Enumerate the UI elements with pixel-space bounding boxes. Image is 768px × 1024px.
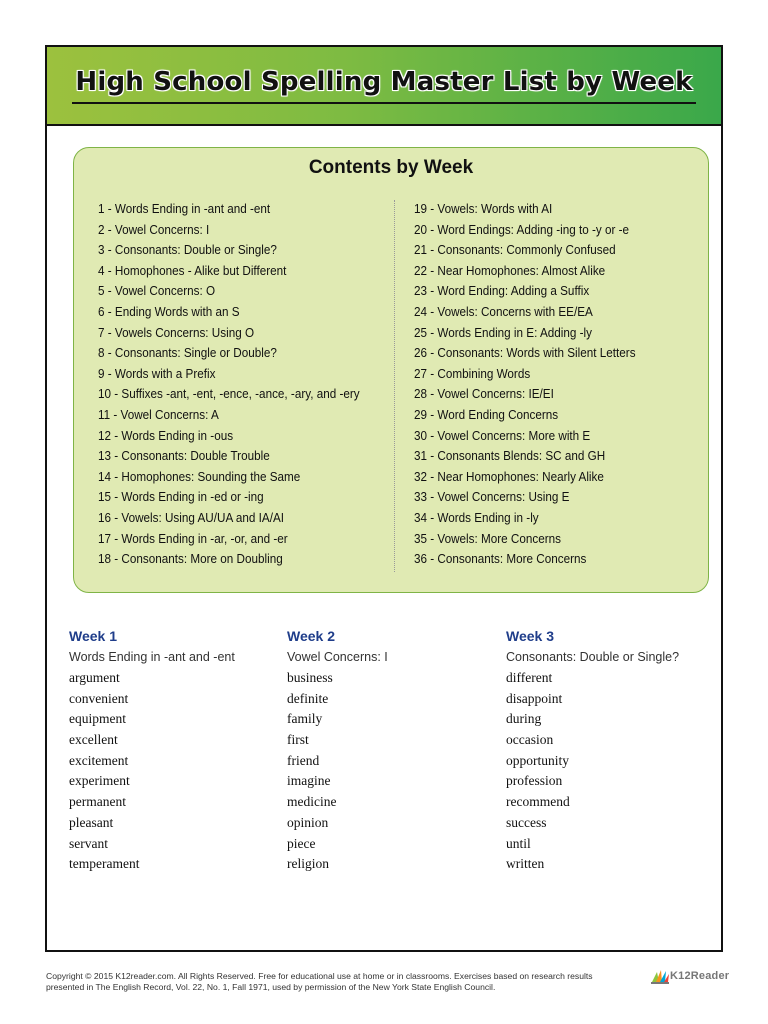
spelling-word: opinion (287, 814, 329, 830)
spelling-word: family (287, 711, 323, 727)
title-banner (47, 47, 721, 126)
spelling-word: opportunity (506, 752, 569, 768)
contents-item: 26 - Consonants: Words with Silent Letters (414, 345, 636, 361)
contents-item: 2 - Vowel Concerns: I (98, 221, 210, 237)
spelling-word: written (506, 856, 545, 872)
spelling-word: temperament (69, 856, 140, 872)
contents-item: 22 - Near Homophones: Almost Alike (414, 262, 606, 278)
contents-list-left (98, 199, 389, 570)
k12reader-logo (650, 966, 730, 988)
spelling-word: business (287, 670, 333, 685)
contents-item: 25 - Words Ending in E: Adding -ly (414, 324, 592, 340)
contents-item: 34 - Words Ending in -ly (414, 509, 539, 525)
page-title: High School Spelling Master List by Week (75, 67, 693, 97)
book-pages-icon (650, 966, 670, 986)
spelling-word: piece (287, 835, 316, 851)
contents-item: 33 - Vowel Concerns: Using E (414, 489, 570, 505)
contents-item: 4 - Homophones - Alike but Different (98, 262, 287, 278)
contents-item: 14 - Homophones: Sounding the Same (98, 468, 301, 484)
week-subtitle: Consonants: Double or Single? (506, 650, 680, 664)
spelling-word-list (69, 668, 279, 875)
contents-item: 31 - Consonants Blends: SC and GH (414, 448, 606, 464)
contents-item: 1 - Words Ending in -ant and -ent (98, 201, 271, 216)
contents-item: 19 - Vowels: Words with AI (414, 201, 553, 216)
spelling-word: first (287, 732, 309, 748)
spelling-word-list (287, 668, 497, 875)
contents-list-right (414, 199, 660, 570)
contents-item: 13 - Consonants: Double Trouble (98, 448, 270, 464)
spelling-word: servant (69, 835, 108, 851)
spelling-word: pleasant (69, 814, 114, 830)
contents-item: 17 - Words Ending in -ar, -or, and -er (98, 530, 288, 546)
contents-divider (394, 200, 395, 572)
contents-item: 7 - Vowels Concerns: Using O (98, 324, 255, 340)
contents-item: 8 - Consonants: Single or Double? (98, 345, 277, 361)
spelling-word: profession (506, 773, 563, 789)
week-title: Week 3 (506, 628, 554, 644)
contents-item: 23 - Word Ending: Adding a Suffix (414, 283, 590, 299)
spelling-word: occasion (506, 732, 554, 748)
spelling-word: imagine (287, 773, 331, 789)
spelling-word: permanent (69, 794, 126, 810)
spelling-word: medicine (287, 794, 337, 810)
worksheet-frame (45, 45, 723, 952)
week-2-section (287, 626, 497, 875)
spelling-word: religion (287, 856, 329, 872)
contents-item: 12 - Words Ending in -ous (98, 427, 234, 443)
contents-item: 11 - Vowel Concerns: A (98, 406, 219, 422)
week-subtitle: Vowel Concerns: I (287, 650, 388, 664)
contents-item: 30 - Vowel Concerns: More with E (414, 427, 591, 443)
spelling-word: convenient (69, 690, 129, 706)
contents-item: 24 - Vowels: Concerns with EE/EA (414, 303, 593, 319)
spelling-word: different (506, 670, 553, 685)
spelling-word-list (506, 668, 716, 875)
contents-item: 10 - Suffixes -ant, -ent, -ence, -ance, -ary, and -ery (98, 386, 360, 402)
spelling-word: excellent (69, 732, 118, 748)
contents-item: 32 - Near Homophones: Nearly Alike (414, 468, 604, 484)
spelling-word: argument (69, 670, 120, 685)
contents-item: 18 - Consonants: More on Doubling (98, 551, 283, 567)
title-underline (72, 102, 696, 104)
contents-title: Contents by Week (308, 157, 474, 178)
contents-item: 5 - Vowel Concerns: O (98, 283, 216, 299)
contents-item: 20 - Word Endings: Adding -ing to -y or -e (414, 221, 630, 237)
contents-item: 9 - Words with a Prefix (98, 365, 216, 381)
contents-item: 6 - Ending Words with an S (98, 303, 240, 319)
week-1-section (69, 626, 279, 875)
contents-item: 28 - Vowel Concerns: IE/EI (414, 386, 554, 402)
contents-panel (73, 147, 709, 593)
spelling-word: definite (287, 690, 329, 706)
contents-item: 29 - Word Ending Concerns (414, 406, 559, 422)
contents-item: 15 - Words Ending in -ed or -ing (98, 489, 264, 505)
spelling-word: recommend (506, 794, 570, 810)
spelling-word: experiment (69, 773, 130, 789)
week-title: Week 2 (287, 628, 335, 644)
spelling-word: excitement (69, 752, 129, 768)
spelling-word: until (506, 835, 531, 851)
contents-item: 3 - Consonants: Double or Single? (98, 242, 277, 258)
spelling-word: during (506, 711, 542, 727)
week-title: Week 1 (69, 628, 117, 644)
contents-item: 35 - Vowels: More Concerns (414, 530, 561, 546)
spelling-word: success (506, 814, 547, 830)
contents-item: 36 - Consonants: More Concerns (414, 551, 587, 567)
contents-item: 16 - Vowels: Using AU/UA and IA/AI (98, 509, 285, 525)
contents-item: 27 - Combining Words (414, 365, 531, 381)
spelling-word: disappoint (506, 690, 563, 706)
week-3-section (506, 626, 716, 875)
spelling-word: friend (287, 752, 320, 768)
logo-text: K12Reader (670, 970, 730, 982)
copyright-footer: Copyright © 2015 K12reader.com. All Rights Reserved. Free for educational use at home or in classrooms. Exercises based on research results presented in The English Record, Vol. 22, No. 1, Fall 1971, used by permission of the New York State English Council. (46, 971, 593, 992)
contents-item: 21 - Consonants: Commonly Confused (414, 242, 616, 258)
week-subtitle: Words Ending in -ant and -ent (69, 650, 235, 664)
spelling-word: equipment (69, 711, 126, 727)
